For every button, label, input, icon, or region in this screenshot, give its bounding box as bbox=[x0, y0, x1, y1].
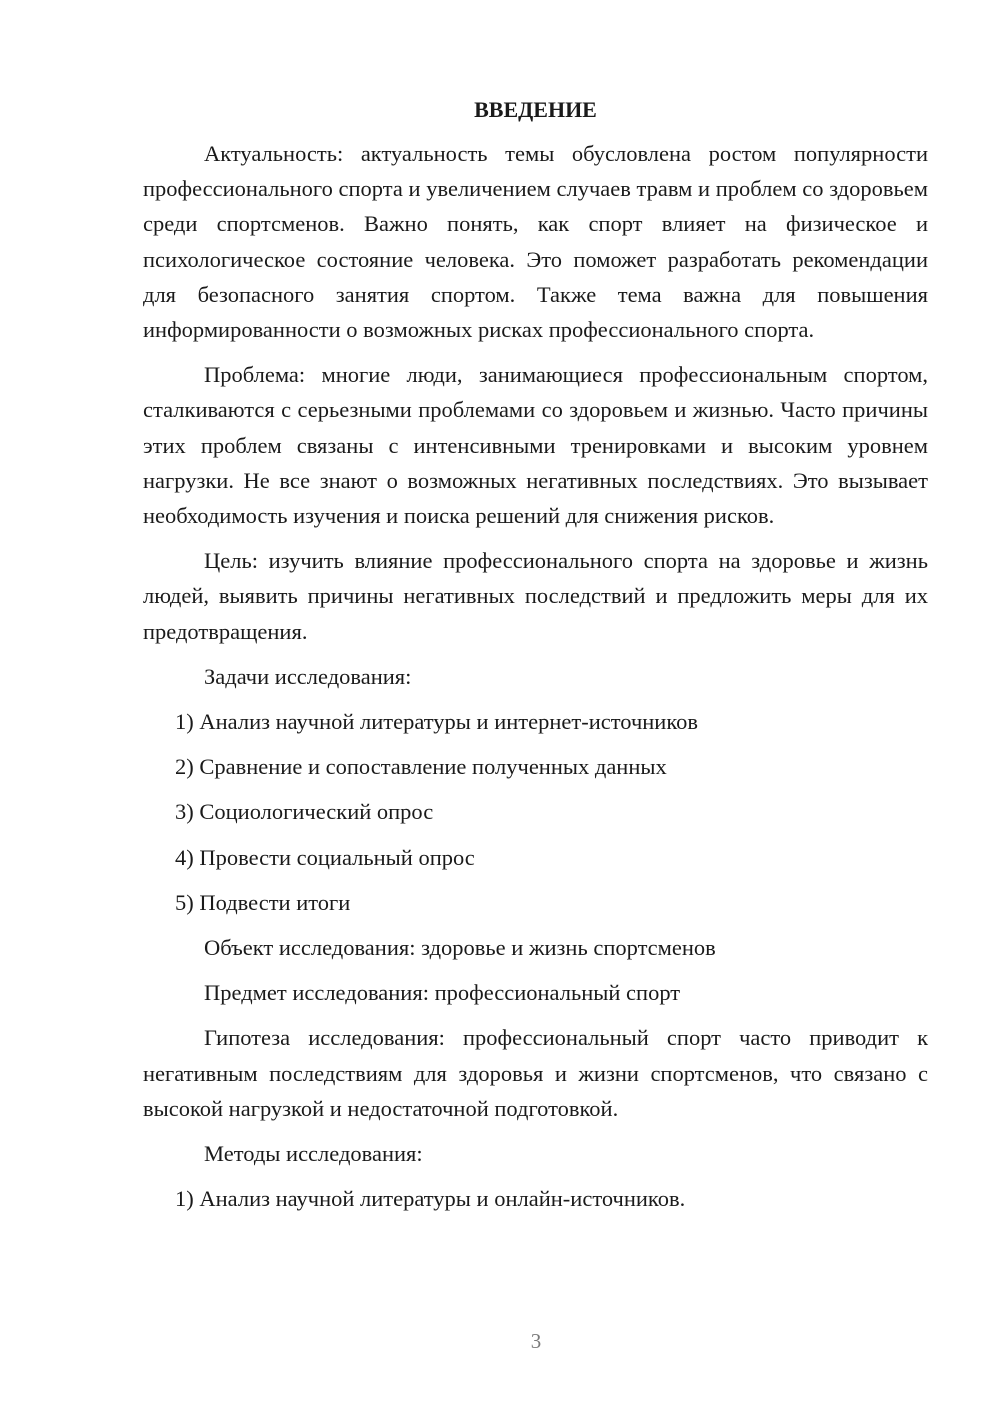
methods-heading: Методы исследования: bbox=[204, 1141, 423, 1167]
research-object: Объект исследования: здоровье и жизнь спортсменов bbox=[204, 935, 716, 961]
method-item: 1) Анализ научной литературы и онлайн-источников. bbox=[175, 1186, 686, 1212]
relevance-paragraph: Актуальность: актуальность темы обусловлена ростом популярности профессионального спорта и увеличением случаев травм и проблем со здоровьем среди спортсменов. Важно понять, как спорт влияет на физическое и психологическое состояние человека. Это поможет разработать рекомендации для безопасного занятия спортом. Также тема важна для повышения информированности о возможных рисках профессионального спорта. bbox=[143, 141, 928, 343]
research-subject: Предмет исследования: профессиональный спорт bbox=[204, 980, 681, 1006]
goal-paragraph: Цель: изучить влияние профессионального спорта на здоровье и жизнь людей, выявить причины негативных последствий и предложить меры для их предотвращения. bbox=[143, 548, 928, 644]
problem-paragraph: Проблема: многие люди, занимающиеся профессиональным спортом, сталкиваются с серьезными проблемами со здоровьем и жизнью. Часто причины этих проблем связаны с интенсивными тренировками и высоким уровнем нагрузки. Не все знают о возможных негативных последствиях. Это вызывает необходимость изучения и поиска решений для снижения рисков. bbox=[143, 362, 928, 529]
task-item: 4) Провести социальный опрос bbox=[175, 844, 475, 870]
page-number: 3 bbox=[530, 1329, 542, 1353]
task-item: 1) Анализ научной литературы и интернет-источников bbox=[175, 709, 699, 735]
hypothesis-paragraph: Гипотеза исследования: профессиональный спорт часто приводит к негативным последствиям для здоровья и жизни спортсменов, что связано с высокой нагрузкой и недостаточной подготовкой. bbox=[143, 1025, 928, 1121]
task-item: 2) Сравнение и сопоставление полученных данных bbox=[175, 754, 667, 780]
tasks-heading: Задачи исследования: bbox=[204, 663, 412, 689]
document-page bbox=[143, 90, 928, 1226]
task-item: 5) Подвести итоги bbox=[175, 889, 351, 915]
task-item: 3) Социологический опрос bbox=[175, 799, 434, 825]
section-title: ВВЕДЕНИЕ bbox=[474, 97, 597, 122]
